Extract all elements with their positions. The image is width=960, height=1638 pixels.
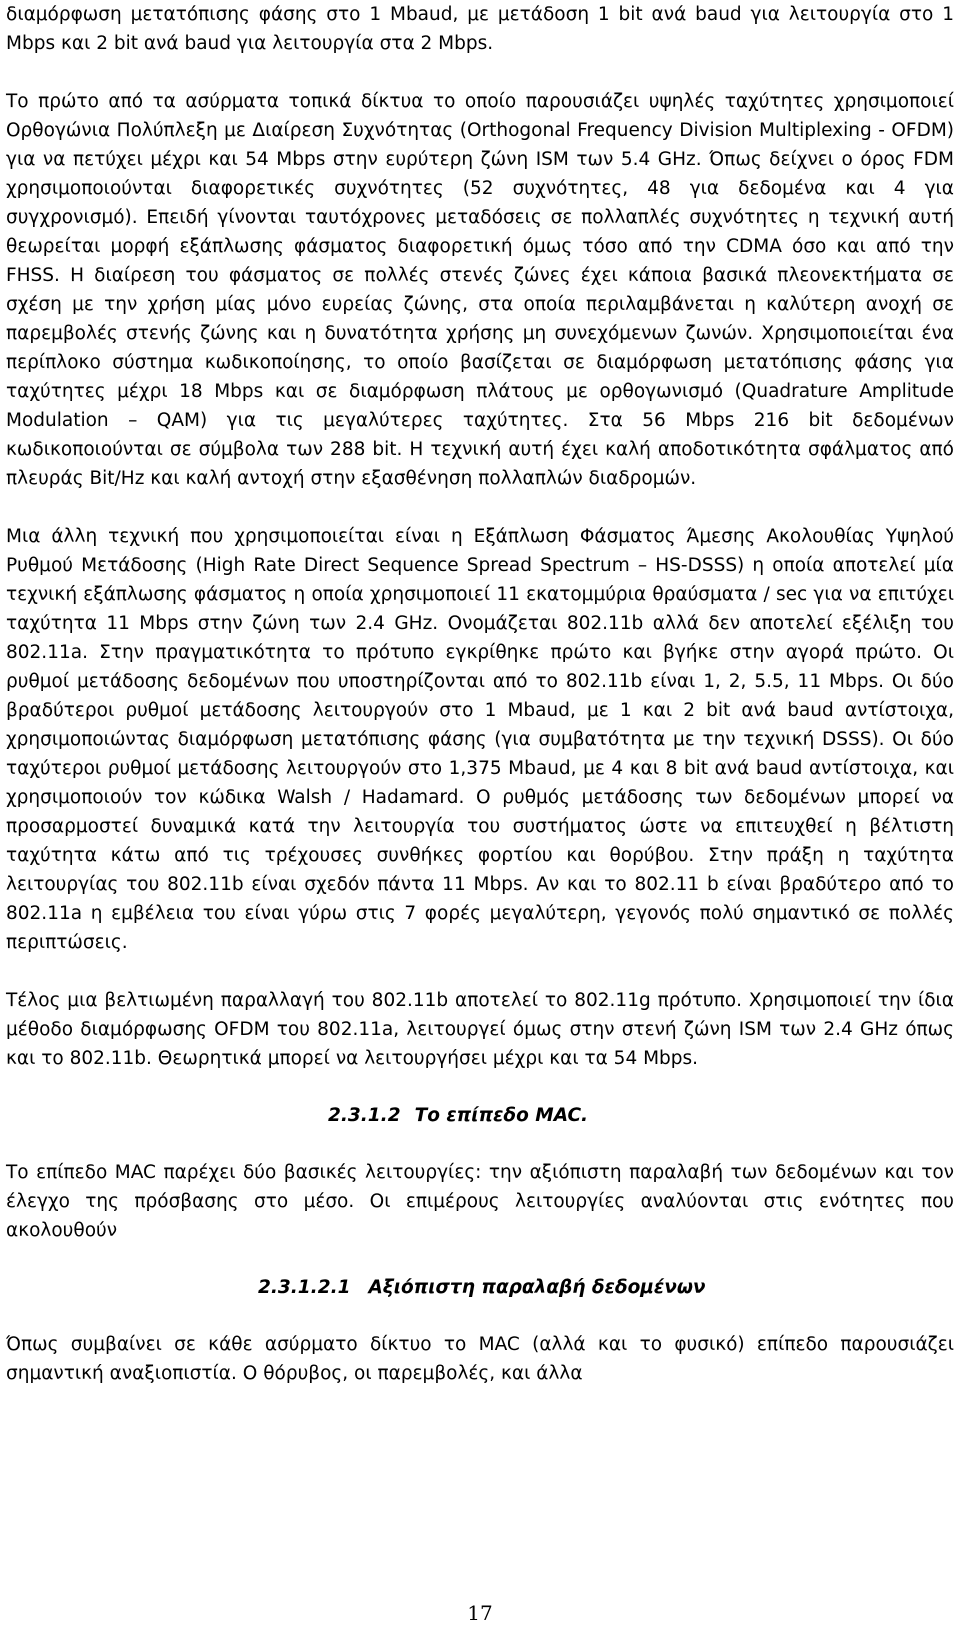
paragraph-mac-intro: Το επίπεδο MAC παρέχει δύο βασικές λειτουργίες: την αξιόπιστη παραλαβή των δεδομένων και τον έλεγχο της πρόσβασης στο μέσο. Οι επιμέρους λειτουργίες αναλύονται στις ενότητες που ακολουθούν (6, 1162, 954, 1241)
paragraph-psk-continuation: διαμόρφωση μετατόπισης φάσης στο 1 Mbaud, με μετάδοση 1 bit ανά baud για λειτουργία στο 1 Mbps και 2 bit ανά baud για λειτουργία στα 2 Mbps. (6, 4, 954, 54)
paragraph-80211g: Τέλος μια βελτιωμένη παραλλαγή του 802.11b αποτελεί το 802.11g πρότυπο. Χρησιμοποιεί την ίδια μέθοδο διαμόρφωσης OFDM του 802.11a, λειτουργεί όμως στην στενή ζώνη ISM των 2.4 GHz όπως και το 802.11b. Θεωρητικά μπορεί να λειτουργήσει μέχρι και τα 54 Mbps. (6, 990, 954, 1069)
section-heading-title: Το επίπεδο MAC. (414, 1105, 589, 1126)
document-page (6, 0, 954, 1388)
section-heading-number: 2.3.1.2 (328, 1105, 401, 1126)
subsection-heading-title: Αξιόπιστη παραλαβή δεδομένων (368, 1277, 706, 1298)
paragraph-reliable-delivery: Όπως συμβαίνει σε κάθε ασύρματο δίκτυο το MAC (αλλά και το φυσικό) επίπεδο παρουσιάζει σημαντική αναξιοπιστία. Ο θόρυβος, οι παρεμβολές, και άλλα (6, 1334, 954, 1384)
paragraph-ofdm: Το πρώτο από τα ασύρματα τοπικά δίκτυα το οποίο παρουσιάζει υψηλές ταχύτητες χρησιμοποιεί Ορθογώνια Πολύπλεξη με Διαίρεση Συχνότητας (Orthogonal Frequency Division Multiplexing - OFDM) για να πετύχει μέχρι και 54 Mbps στην ευρύτερη ζώνη ISM των 5.4 GHz. Όπως δείχνει ο όρος FDM χρησιμοποιούνται διαφορετικές συχνότητες (52 συχνότητες, 48 για δεδομένα και 4 για συγχρονισμό). Επειδή γίνονται ταυτόχρονες μεταδόσεις σε πολλαπλές συχνότητες η τεχνική αυτή θεωρείται μορφή εξάπλωσης φάσματος διαφορετική όμως τόσο από την CDMA όσο και από την FHSS. Η διαίρεση του φάσματος σε πολλές στενές ζώνες έχει κάποια βασικά πλεονεκτήματα σε σχέση με την χρήση μίας μόνο ευρείας ζώνης, στα οποία περιλαμβάνεται η καλύτερη ανοχή σε παρεμβολές στενής ζώνης και η δυνατότητα χρήσης μη συνεχόμενων ζωνών. Χρησιμοποιείται ένα περίπλοκο σύστημα κωδικοποίησης, το οποίο βασίζεται σε διαμόρφωση μετατόπισης φάσης για ταχύτητες μέχρι 18 Mbps και σε διαμόρφωση πλάτους με ορθογωνισμό (Quadrature Amplitude Modulation – QAM) για τις μεγαλύτερες ταχύτητες. Στα 56 Mbps 216 bit δεδομένων κωδικοποιούνται σε σύμβολα των 288 bit. Η τεχνική αυτή έχει καλή αποδοτικότητα σφάλματος από πλευράς Bit/Hz και καλή αντοχή στην εξασθένηση πολλαπλών διαδρομών. (6, 91, 954, 489)
subsection-heading-number: 2.3.1.2.1 (258, 1277, 351, 1298)
section-heading-mac (6, 1101, 954, 1130)
subsection-heading-reliable-delivery (6, 1273, 954, 1302)
page-number: 17 (467, 1601, 493, 1625)
paragraph-hs-dsss: Μια άλλη τεχνική που χρησιμοποιείται είναι η Εξάπλωση Φάσματος Άμεσης Ακολουθίας Υψηλού Ρυθμού Μετάδοσης (High Rate Direct Sequence Spread Spectrum – HS-DSSS) η οποία αποτελεί μία τεχνική εξάπλωσης φάσματος η οποία χρησιμοποιεί 11 εκατομμύρια θραύσματα / sec για να επιτύχει ταχύτητα 11 Mbps στην ζώνη των 2.4 GHz. Ονομάζεται 802.11b αλλά δεν αποτελεί εξέλιξη του 802.11a. Στην πραγματικότητα το πρότυπο εγκρίθηκε πρώτο και βγήκε στην αγορά πρώτο. Οι ρυθμοί μετάδοσης δεδομένων που υποστηρίζονται από το 802.11b είναι 1, 2, 5.5, 11 Mbps. Οι δύο βραδύτεροι ρυθμοί μετάδοσης λειτουργούν στο 1 Mbaud, με 1 και 2 bit ανά baud αντίστοιχα, χρησιμοποιώντας διαμόρφωση μετατόπισης φάσης (για συμβατότητα με την τεχνική DSSS). Οι δύο ταχύτεροι ρυθμοί μετάδοσης λειτουργούν στο 1,375 Mbaud, με 4 και 8 bit ανά baud αντίστοιχα, και χρησιμοποιούν τον κώδικα Walsh / Hadamard. Ο ρυθμός μετάδοσης των δεδομένων μπορεί να προσαρμοστεί δυναμικά κατά την λειτουργία του συστήματος ώστε να επιτευχθεί η βέλτιστη ταχύτητα κάτω από τις τρέχουσες συνθήκες φορτίου και θορύβου. Στην πράξη η ταχύτητα λειτουργίας του 802.11b είναι σχεδόν πάντα 11 Mbps. Αν και το 802.11 b είναι βραδύτερο από το 802.11a η εμβέλεια του είναι γύρω στις 7 φορές μεγαλύτερη, γεγονός πολύ σημαντικό σε πολλές περιπτώσεις. (6, 526, 954, 953)
